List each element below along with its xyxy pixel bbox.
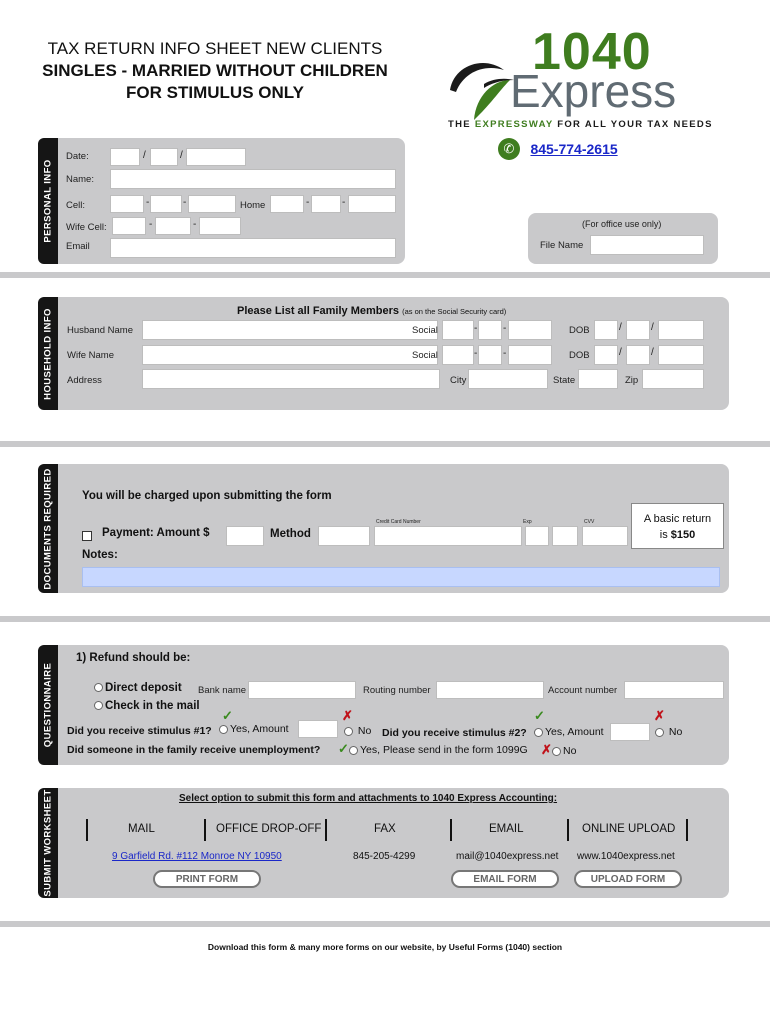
unemp-yes-label: Yes, Please send in the form 1099G	[360, 744, 528, 756]
credit-card-number-field[interactable]	[374, 526, 522, 546]
basic-return-price-box	[631, 503, 724, 549]
bank-name-field[interactable]	[248, 681, 356, 699]
date-label: Date:	[66, 151, 89, 162]
mail-address-link[interactable]: 9 Garfield Rd. #112 Monroe NY 10950	[112, 851, 282, 862]
state-field[interactable]	[578, 369, 618, 389]
wife-dob-label: DOB	[569, 350, 590, 361]
wife-social-1-field[interactable]	[442, 345, 474, 365]
wife-dob-slash-1: /	[619, 347, 622, 358]
cell-line-field[interactable]	[188, 195, 236, 213]
date-day-field[interactable]	[150, 148, 178, 166]
divider-bar	[204, 819, 206, 841]
email-label: Email	[66, 241, 90, 252]
option-email: EMAIL	[489, 823, 524, 835]
submit-heading: Select option to submit this form and attachments to 1040 Express Accounting:	[179, 793, 558, 804]
wife-dob-slash-2: /	[651, 347, 654, 358]
title-line-3: FOR STIMULUS ONLY	[126, 83, 304, 102]
title-line-2: SINGLES - MARRIED WITHOUT CHILDREN	[42, 61, 388, 80]
home-line-field[interactable]	[348, 195, 396, 213]
husband-dob-month-field[interactable]	[594, 320, 618, 340]
form-title	[30, 38, 400, 104]
home-prefix-field[interactable]	[311, 195, 341, 213]
option-office-drop-off: OFFICE DROP-OFF	[216, 823, 322, 835]
wife-name-field[interactable]	[142, 345, 438, 365]
stim2-yes-label: Yes, Amount	[545, 726, 604, 738]
unemp-no-radio[interactable]	[552, 747, 561, 756]
check-in-mail-option[interactable]	[94, 700, 200, 712]
stim1-no-cross-icon: ✗	[342, 708, 353, 723]
unemp-no-label: No	[563, 745, 577, 757]
documents-required-tab-label: DOCUMENTS REQUIRED	[42, 467, 54, 590]
check-in-mail-radio[interactable]	[94, 701, 103, 710]
date-slash-1: /	[143, 150, 146, 161]
notes-label: Notes:	[82, 549, 118, 561]
stim2-no-radio[interactable]	[655, 728, 664, 737]
stim2-amount-field[interactable]	[610, 723, 650, 741]
husband-social-label: Social	[412, 325, 438, 336]
divider-bar	[325, 819, 327, 841]
stim1-yes-label: Yes, Amount	[230, 723, 289, 735]
footer-note: Download this form & many more forms on our website, by Useful Forms (1040) section	[207, 942, 563, 952]
divider-bar	[450, 819, 452, 841]
email-form-button[interactable]: EMAIL FORM	[451, 870, 559, 888]
name-field[interactable]	[110, 169, 396, 189]
phone-contact[interactable]	[498, 138, 618, 162]
cell-prefix-field[interactable]	[150, 195, 182, 213]
wife-cell-label: Wife Cell:	[66, 222, 107, 233]
tagline-part-a: THE	[448, 119, 475, 130]
unemployment-question: Did someone in the family receive unemployment?	[67, 744, 321, 756]
refund-heading: 1) Refund should be:	[76, 652, 191, 664]
stim1-amount-field[interactable]	[298, 720, 338, 738]
stim2-yes-option[interactable]	[534, 726, 604, 738]
cvv-label: CVV	[584, 519, 595, 525]
wife-social-3-field[interactable]	[508, 345, 552, 365]
personal-info-tab	[38, 138, 58, 264]
stimulus-1-question: Did you receive stimulus #1?	[67, 725, 212, 737]
household-heading-note: (as on the Social Security card)	[402, 307, 507, 316]
expiry-year-field[interactable]	[552, 526, 578, 546]
section-separator-3	[0, 616, 770, 622]
section-separator-4	[0, 921, 770, 927]
home-area-field[interactable]	[270, 195, 304, 213]
divider-bar	[86, 819, 88, 841]
zip-field[interactable]	[642, 369, 704, 389]
file-name-label: File Name	[540, 240, 584, 251]
account-number-label: Account number	[548, 685, 618, 696]
wife-cell-dash-2: -	[193, 219, 197, 230]
section-separator-2	[0, 441, 770, 447]
address-field[interactable]	[142, 369, 440, 389]
household-heading-text: Please List all Family Members	[237, 305, 400, 317]
questionnaire-tab	[38, 645, 58, 765]
wife-social-2-field[interactable]	[478, 345, 502, 365]
husband-dob-day-field[interactable]	[626, 320, 650, 340]
payment-amount-field[interactable]	[226, 526, 264, 546]
account-number-field[interactable]	[624, 681, 724, 699]
routing-number-label: Routing number	[363, 685, 431, 696]
wife-social-label: Social	[412, 350, 438, 361]
direct-deposit-label: Direct deposit	[105, 682, 182, 694]
logo-1040: 1040	[532, 23, 652, 81]
logo-express: Express	[510, 65, 677, 117]
cell-label: Cell:	[66, 200, 86, 211]
email-field[interactable]	[110, 238, 396, 258]
print-form-button[interactable]: PRINT FORM	[153, 870, 261, 888]
unemp-no-cross-icon: ✗	[541, 742, 552, 757]
method-label: Method	[270, 528, 311, 540]
stim1-yes-check-icon: ✓	[222, 708, 233, 723]
unemp-yes-check-icon: ✓	[338, 741, 349, 756]
city-field[interactable]	[468, 369, 548, 389]
husband-name-label: Husband Name	[67, 325, 134, 336]
unemp-yes-radio[interactable]	[349, 746, 358, 755]
address-label: Address	[67, 375, 102, 386]
unemp-no-option[interactable]	[552, 745, 576, 757]
check-in-mail-label: Check in the mail	[105, 700, 200, 712]
city-label: City	[450, 375, 467, 386]
direct-deposit-option[interactable]	[94, 682, 182, 694]
wife-cell-prefix-field[interactable]	[155, 217, 191, 235]
wife-dob-day-field[interactable]	[626, 345, 650, 365]
stim1-yes-option[interactable]	[219, 723, 289, 735]
stim2-yes-radio[interactable]	[534, 728, 543, 737]
expiry-label: Exp	[523, 519, 532, 525]
payment-checkbox[interactable]	[82, 531, 92, 541]
office-use-note: (For office use only)	[582, 219, 662, 229]
husband-dob-slash-2: /	[651, 322, 654, 333]
household-info-tab	[38, 297, 58, 410]
stim1-no-label: No	[357, 725, 372, 737]
logo-tagline	[448, 119, 713, 130]
upload-form-button[interactable]: UPLOAD FORM	[574, 870, 682, 888]
household-heading	[237, 305, 506, 317]
unemp-yes-option[interactable]	[349, 744, 528, 756]
date-slash-2: /	[180, 150, 183, 161]
tagline-part-c: FOR	[553, 119, 585, 130]
credit-card-number-label: Credit Card Number	[376, 519, 421, 525]
phone-link[interactable]: 845-774-2615	[530, 141, 618, 157]
stim2-no-label: No	[668, 726, 683, 738]
submit-worksheet-tab	[38, 788, 58, 898]
method-field[interactable]	[318, 526, 370, 546]
home-dash-1: -	[306, 197, 310, 208]
fax-number: 845-205-4299	[353, 851, 416, 862]
payment-amount-label: Payment: Amount $	[102, 527, 210, 539]
cvv-field[interactable]	[582, 526, 628, 546]
home-label: Home	[240, 200, 266, 211]
documents-required-tab	[38, 464, 58, 593]
divider-bar	[567, 819, 569, 841]
submit-worksheet-tab-label: SUBMIT WORKSHEET	[42, 789, 54, 897]
husband-dob-label: DOB	[569, 325, 590, 336]
option-fax: FAX	[374, 823, 396, 835]
name-label: Name:	[66, 174, 94, 185]
cell-dash-1: -	[146, 197, 150, 208]
husband-social-dash-2: -	[503, 323, 507, 334]
husband-social-1-field[interactable]	[442, 320, 474, 340]
title-line-1: TAX RETURN INFO SHEET NEW CLIENTS	[47, 39, 383, 58]
company-logo	[444, 20, 713, 135]
wife-social-dash-2: -	[503, 348, 507, 359]
wife-dob-year-field[interactable]	[658, 345, 704, 365]
stim1-no-radio[interactable]	[344, 727, 353, 736]
direct-deposit-radio[interactable]	[94, 683, 103, 692]
personal-info-tab-label: PERSONAL INFO	[42, 159, 54, 243]
basic-return-line2: is $150	[659, 529, 696, 541]
stim1-no-option[interactable]	[344, 725, 371, 737]
date-year-field[interactable]	[186, 148, 246, 166]
questionnaire-tab-label: QUESTIONNAIRE	[42, 662, 54, 748]
email-address: mail@1040express.net	[456, 851, 559, 862]
notes-field[interactable]	[82, 567, 720, 587]
husband-dob-year-field[interactable]	[658, 320, 704, 340]
phone-icon: ✆	[498, 138, 520, 160]
zip-label: Zip	[625, 375, 639, 386]
wife-name-label: Wife Name	[67, 350, 114, 361]
stim2-no-option[interactable]	[655, 726, 682, 738]
wife-social-dash-1: -	[474, 348, 478, 359]
household-info-tab-label: HOUSEHOLD INFO	[42, 307, 54, 400]
husband-social-2-field[interactable]	[478, 320, 502, 340]
tagline-part-b: EXPRESSWAY	[474, 119, 554, 130]
husband-social-3-field[interactable]	[508, 320, 552, 340]
charge-notice: You will be charged upon submitting the form	[82, 490, 332, 502]
stim2-no-cross-icon: ✗	[654, 708, 665, 723]
expiry-month-field[interactable]	[525, 526, 549, 546]
wife-dob-month-field[interactable]	[594, 345, 618, 365]
option-mail: MAIL	[128, 823, 155, 835]
stim2-yes-check-icon: ✓	[534, 708, 545, 723]
husband-name-field[interactable]	[142, 320, 438, 340]
stimulus-2-question: Did you receive stimulus #2?	[382, 727, 527, 739]
website-url: www.1040express.net	[577, 851, 675, 862]
cell-area-field[interactable]	[110, 195, 144, 213]
file-name-field[interactable]	[590, 235, 704, 255]
wife-cell-dash-1: -	[149, 219, 153, 230]
basic-return-line1: A basic return	[643, 513, 712, 525]
tagline-part-d: ALL YOUR TAX NEEDS	[584, 119, 713, 130]
option-online-upload: ONLINE UPLOAD	[582, 823, 676, 835]
wife-cell-line-field[interactable]	[199, 217, 241, 235]
cell-dash-2: -	[183, 197, 187, 208]
section-separator-1	[0, 272, 770, 278]
bank-name-label: Bank name	[198, 685, 247, 696]
husband-social-dash-1: -	[474, 323, 478, 334]
divider-bar	[686, 819, 688, 841]
husband-dob-slash-1: /	[619, 322, 622, 333]
stim1-yes-radio[interactable]	[219, 725, 228, 734]
wife-cell-area-field[interactable]	[112, 217, 146, 235]
routing-number-field[interactable]	[436, 681, 544, 699]
date-month-field[interactable]	[110, 148, 140, 166]
state-label: State	[553, 375, 576, 386]
home-dash-2: -	[342, 197, 346, 208]
